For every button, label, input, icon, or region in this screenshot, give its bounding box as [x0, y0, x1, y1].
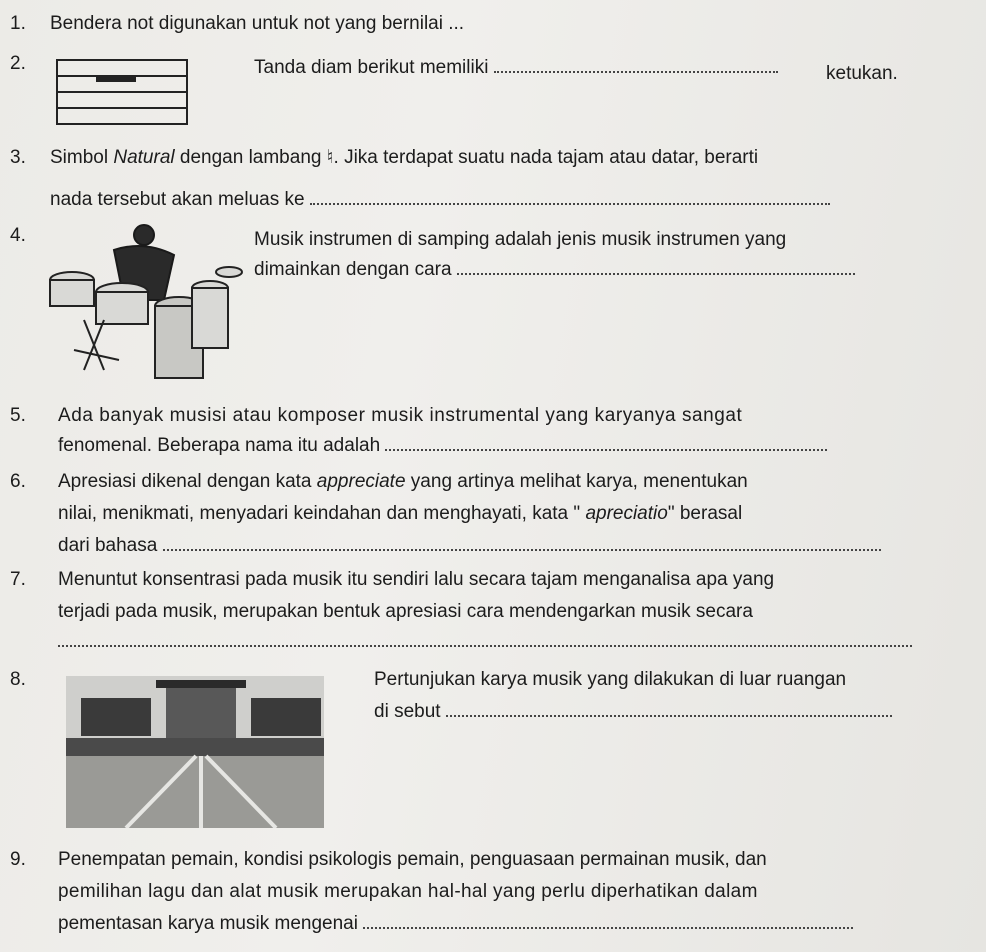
q8-answer-blank[interactable] — [446, 701, 892, 717]
q6-line3: dari bahasa — [58, 534, 881, 558]
q3-answer-blank[interactable] — [310, 189, 830, 205]
q3-natural-term: Natural — [113, 147, 175, 168]
q3-line2: nada tersebut akan meluas ke — [50, 188, 830, 212]
drum-player-image — [44, 220, 244, 385]
q9-line1: Penempatan pemain, kondisi psikologis pemain, penguasaan permainan musik, dan — [58, 849, 767, 870]
natural-sign-icon: ♮ — [326, 147, 334, 168]
q8-line1: Pertunjukan karya musik yang dilakukan di luar ruangan — [374, 669, 847, 690]
q9-line2: pemilihan lagu dan alat musik merupakan hal-hal yang perlu diperhatikan dalam — [58, 881, 758, 902]
q4-answer-blank[interactable] — [457, 259, 855, 275]
q6-appreciate-term: appreciate — [316, 471, 406, 492]
q5-answer-blank[interactable] — [385, 435, 827, 451]
q1-number: 1. — [10, 13, 26, 34]
q9-line3: pementasan karya musik mengenai — [58, 912, 853, 936]
q6-apreciatio-term: apreciatio — [585, 503, 668, 524]
q2-text — [254, 56, 778, 80]
q7-answer-blank[interactable] — [58, 631, 912, 647]
q8-number: 8. — [10, 669, 26, 690]
q5-number: 5. — [10, 405, 26, 426]
q3-line1: Simbol Natural dengan lambang ♮. Jika terdapat suatu nada tajam atau datar, berarti — [50, 147, 759, 168]
q2-answer-blank[interactable] — [494, 57, 778, 73]
q6-line2: nilai, menikmati, menyadari keindahan dan menghayati, kata " apreciatio" berasal — [58, 503, 743, 524]
outdoor-concert-image — [66, 676, 324, 828]
q9-answer-blank[interactable] — [363, 913, 853, 929]
q7-line2: terjadi pada musik, merupakan bentuk apresiasi cara mendengarkan musik secara — [58, 601, 753, 622]
q6-number: 6. — [10, 471, 26, 492]
q9-number: 9. — [10, 849, 26, 870]
q8-line2: di sebut — [374, 700, 892, 724]
q5-line1: Ada banyak musisi atau komposer musik instrumental yang karyanya sangat — [58, 405, 743, 426]
whole-rest-icon — [96, 76, 136, 82]
q4-line2: dimainkan dengan cara — [254, 258, 855, 282]
q4-line1: Musik instrumen di samping adalah jenis musik instrumen yang — [254, 229, 787, 250]
q7-number: 7. — [10, 569, 26, 590]
q2-prompt: Tanda diam berikut memiliki — [254, 57, 489, 78]
q6-answer-blank[interactable] — [163, 535, 881, 551]
q2-number: 2. — [10, 53, 26, 74]
q7-line3 — [58, 630, 912, 654]
q5-line2: fenomenal. Beberapa nama itu adalah — [58, 434, 827, 458]
q2-tail: ketukan. — [826, 63, 898, 84]
q1-text: Bendera not digunakan untuk not yang bernilai ... — [50, 13, 465, 34]
q6-line1: Apresiasi dikenal dengan kata appreciate yang artinya melihat karya, menentukan — [58, 471, 748, 492]
rest-symbol-staff — [56, 58, 188, 126]
q3-number: 3. — [10, 147, 26, 168]
q7-line1: Menuntut konsentrasi pada musik itu sendiri lalu secara tajam menganalisa apa yang — [58, 569, 775, 590]
q4-number: 4. — [10, 225, 26, 246]
